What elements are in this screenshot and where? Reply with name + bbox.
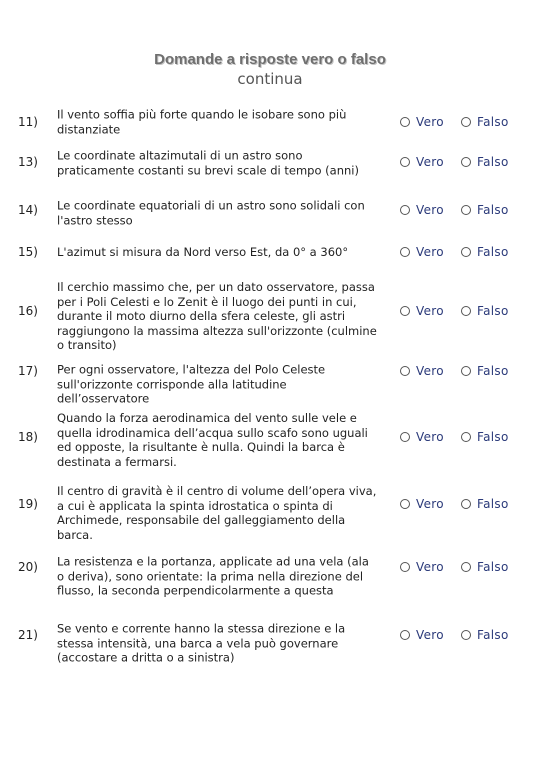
false-option-label: Falso xyxy=(477,364,509,378)
true-option[interactable] xyxy=(400,115,444,129)
radio-button[interactable] xyxy=(400,157,410,167)
question-text: L'azimut si misura da Nord verso Est, da 0° a 360° xyxy=(57,244,349,259)
question-number: 11) xyxy=(18,115,38,129)
question-text: Il vento soffia più forte quando le isobare sono più distanziate xyxy=(57,107,347,136)
true-option-label: Vero xyxy=(416,430,444,444)
page-subtitle: continua xyxy=(237,70,303,88)
true-option-label: Vero xyxy=(416,245,444,259)
false-option-label: Falso xyxy=(477,155,509,169)
question-text: Le coordinate equatoriali di un astro sono solidali con l'astro stesso xyxy=(57,198,365,227)
question-text: Il cerchio massimo che, per un dato osservatore, passa per i Poli Celesti e lo Zenit è il luogo dei punti in cui, durante il moto diurno della sfera celeste, gli astri raggiungono la massima altezza sull'orizzonte (culmine o transito) xyxy=(57,279,377,352)
question-number: 21) xyxy=(18,628,38,642)
radio-button[interactable] xyxy=(461,247,471,257)
false-option[interactable] xyxy=(461,430,509,444)
radio-button[interactable] xyxy=(400,499,410,509)
true-option[interactable] xyxy=(400,560,444,574)
radio-button[interactable] xyxy=(400,247,410,257)
false-option[interactable] xyxy=(461,497,509,511)
radio-button[interactable] xyxy=(461,157,471,167)
false-option[interactable] xyxy=(461,155,509,169)
radio-button[interactable] xyxy=(461,562,471,572)
false-option[interactable] xyxy=(461,115,509,129)
radio-button[interactable] xyxy=(461,205,471,215)
question-number: 13) xyxy=(18,155,38,169)
radio-button[interactable] xyxy=(461,630,471,640)
radio-button[interactable] xyxy=(461,432,471,442)
radio-button[interactable] xyxy=(400,432,410,442)
true-option-label: Vero xyxy=(416,497,444,511)
false-option[interactable] xyxy=(461,245,509,259)
false-option-label: Falso xyxy=(477,560,509,574)
true-option[interactable] xyxy=(400,628,444,642)
false-option[interactable] xyxy=(461,628,509,642)
true-option[interactable] xyxy=(400,304,444,318)
true-option-label: Vero xyxy=(416,628,444,642)
question-number: 20) xyxy=(18,560,38,574)
true-option[interactable] xyxy=(400,364,444,378)
radio-button[interactable] xyxy=(461,499,471,509)
question-number: 15) xyxy=(18,245,38,259)
false-option-label: Falso xyxy=(477,430,509,444)
radio-button[interactable] xyxy=(400,117,410,127)
question-text: Il centro di gravità è il centro di volume dell’opera viva, a cui è applicata la spinta idrostatica o spinta di Archimede, responsabile del galleggiamento della barca. xyxy=(57,484,377,542)
question-text: Se vento e corrente hanno la stessa direzione e la stessa intensità, una barca a vela può governare (accostare a dritta o a sinistra) xyxy=(57,621,346,665)
false-option-label: Falso xyxy=(477,497,509,511)
question-text: Le coordinate altazimutali di un astro sono praticamente costanti su brevi scale di tempo (anni) xyxy=(57,148,359,177)
true-option-label: Vero xyxy=(416,364,444,378)
false-option[interactable] xyxy=(461,560,509,574)
question-text: Quando la forza aerodinamica del vento sulle vele e quella idrodinamica dell’acqua sullo scafo sono uguali ed opposte, la risultante è nulla. Quindi la barca è destinata a fermarsi. xyxy=(57,411,368,469)
false-option-label: Falso xyxy=(477,245,509,259)
false-option[interactable] xyxy=(461,304,509,318)
false-option-label: Falso xyxy=(477,203,509,217)
radio-button[interactable] xyxy=(461,306,471,316)
false-option-label: Falso xyxy=(477,304,509,318)
false-option[interactable] xyxy=(461,364,509,378)
question-number: 19) xyxy=(18,497,38,511)
radio-button[interactable] xyxy=(400,630,410,640)
true-option-label: Vero xyxy=(416,155,444,169)
page-header xyxy=(0,50,540,89)
radio-button[interactable] xyxy=(400,306,410,316)
false-option-label: Falso xyxy=(477,115,509,129)
true-option-label: Vero xyxy=(416,304,444,318)
true-option[interactable] xyxy=(400,430,444,444)
false-option[interactable] xyxy=(461,203,509,217)
question-number: 16) xyxy=(18,304,38,318)
true-option[interactable] xyxy=(400,245,444,259)
true-option[interactable] xyxy=(400,203,444,217)
true-option[interactable] xyxy=(400,497,444,511)
radio-button[interactable] xyxy=(461,117,471,127)
radio-button[interactable] xyxy=(400,366,410,376)
true-option-label: Vero xyxy=(416,560,444,574)
question-number: 17) xyxy=(18,364,38,378)
true-option[interactable] xyxy=(400,155,444,169)
radio-button[interactable] xyxy=(400,205,410,215)
question-number: 18) xyxy=(18,430,38,444)
radio-button[interactable] xyxy=(461,366,471,376)
question-text: La resistenza e la portanza, applicate ad una vela (ala o deriva), sono orientate: la prima nella direzione del flusso, la seconda perpendicolarmente a questa xyxy=(57,554,369,598)
question-text: Per ogni osservatore, l'altezza del Polo Celeste sull'orizzonte corrisponde alla latitudine dell’osservatore xyxy=(57,362,326,406)
radio-button[interactable] xyxy=(400,562,410,572)
false-option-label: Falso xyxy=(477,628,509,642)
page-title: Domande a risposte vero o falso xyxy=(154,51,386,68)
true-option-label: Vero xyxy=(416,115,444,129)
true-option-label: Vero xyxy=(416,203,444,217)
question-number: 14) xyxy=(18,203,38,217)
